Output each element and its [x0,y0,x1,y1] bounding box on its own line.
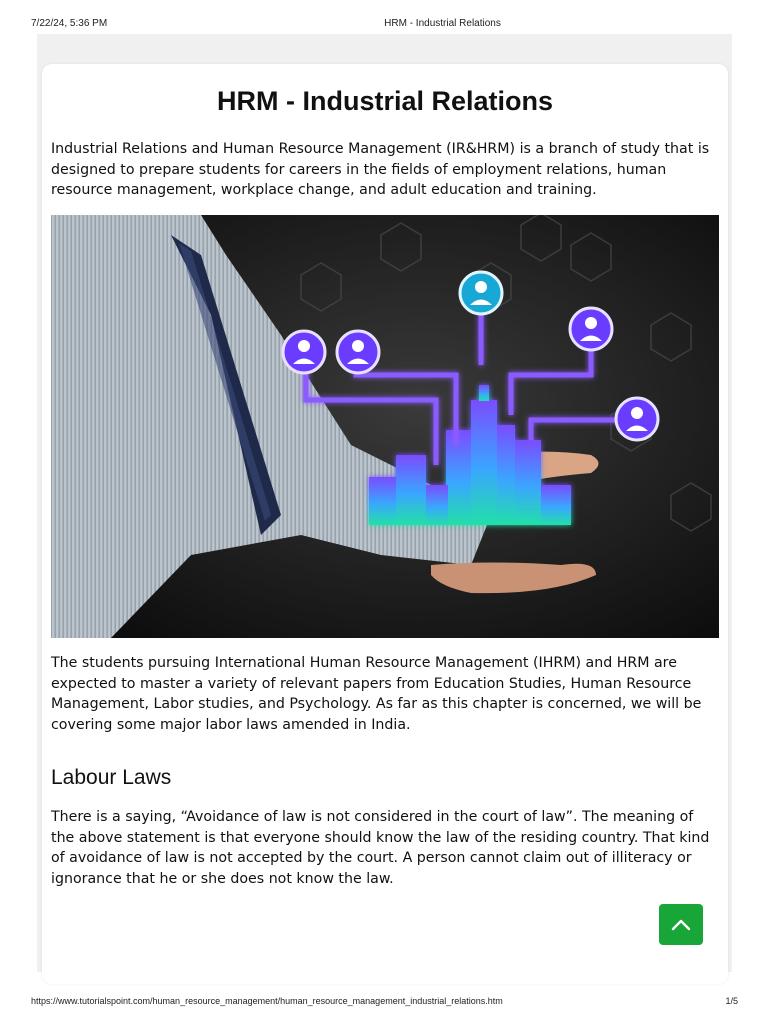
section-heading-labour-laws: Labour Laws [51,766,172,789]
business-network-illustration [51,215,719,638]
print-doc-title: HRM - Industrial Relations [384,18,501,29]
print-url: https://www.tutorialspoint.com/human_resource_management/human_resource_management_industrial_relations.htm [31,996,503,1006]
print-header [0,16,768,30]
ihrm-paragraph: The students pursuing International Human Resource Management (IHRM) and HRM are expected to master a variety of relevant papers from Education Studies, Human Resource Management, Labor studies, and Psychology. As far as this chapter is concerned, we will be covering some major labor laws amended in India. [51,655,702,733]
labour-laws-paragraph: There is a saying, “Avoidance of law is not considered in the court of law”. The meaning of the above statement is that everyone should know the law of the residing country. That kind of avoidance of law is not accepted by the court. A person cannot claim out of illiteracy or ignorance that he or she does not know the law. [51,809,710,887]
page-title: HRM - Industrial Relations [216,86,554,116]
intro-paragraph: Industrial Relations and Human Resource Management (IR&HRM) is a branch of study that is designed to prepare students for careers in the fields of employment relations, human resource management, workplace change, and adult education and training. [51,141,710,199]
print-datetime: 7/22/24, 5:36 PM [31,18,108,29]
scroll-to-top-button[interactable] [659,904,703,945]
hero-image [51,215,719,638]
print-page-number: 1/5 [725,996,738,1006]
chevron-up-icon [671,918,691,932]
print-footer [0,994,768,1008]
